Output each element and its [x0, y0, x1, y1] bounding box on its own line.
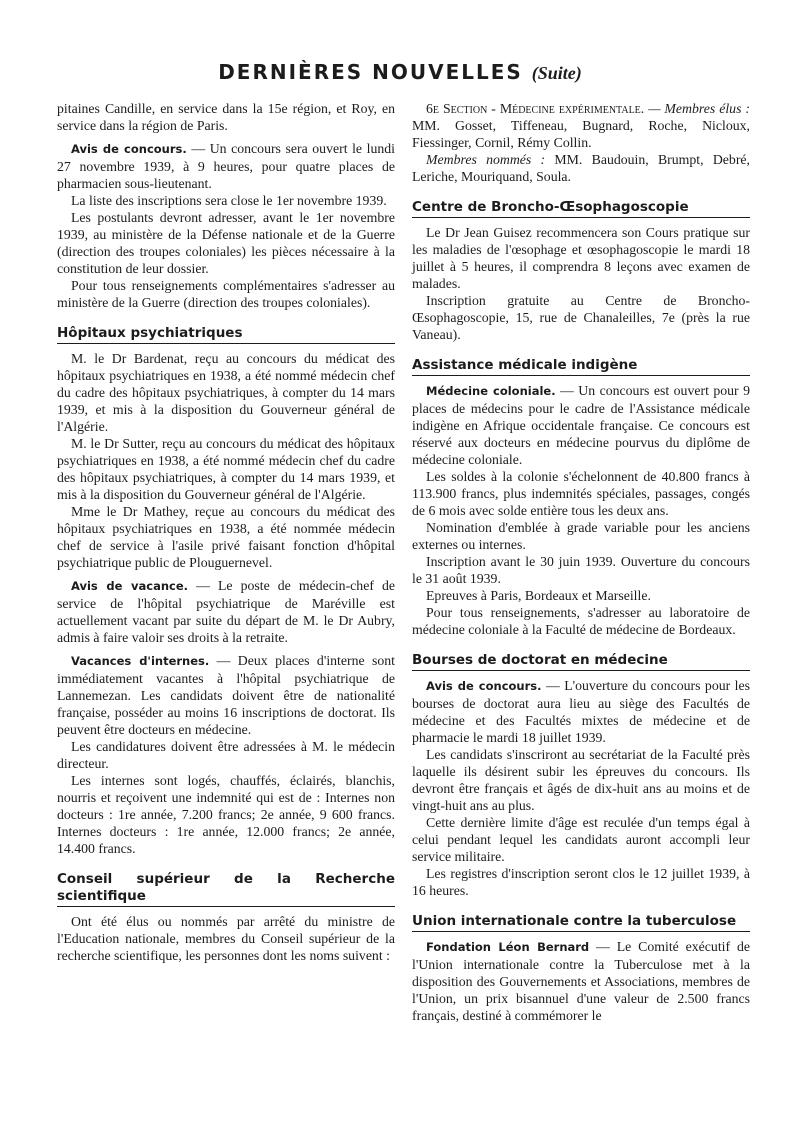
- paragraph-sutter: M. le Dr Sutter, reçu au concours du médicat des hôpitaux psychiatriques en 1938, a été nommé médecin chef du cadre des hôpitaux psychiatriques, à compter du 14 mars 1939, et mis à la disposition du Gouverneur général de l'Algérie.: [57, 436, 395, 502]
- right-column: [412, 100, 750, 1024]
- paragraph-guisez: Le Dr Jean Guisez recommencera son Cours pratique sur les maladies de l'œsophage et œsophagoscopie le mardi 18 juillet à 5 heures, il comprendra 8 leçons avec examen de malades.: [412, 225, 750, 291]
- section-title-broncho: Centre de Broncho-Œsophagoscopie: [412, 199, 750, 218]
- paragraph-nomination: Nomination d'emblée à grade variable pour les anciens externes ou internes.: [412, 520, 750, 552]
- medecine-coloniale-lead: Médecine coloniale.: [426, 384, 556, 398]
- header-title: DERNIÈRES NOUVELLES: [218, 60, 523, 84]
- paragraph-internes: Les internes sont logés, chauffés, éclairés, blanchis, nourris et reçoivent une indemnité qui est de : Internes non docteurs : 1re année, 7.200 francs; 2e année, 9 600 francs. Internes docteurs : 1re année, 12.000 francs; 2e année, 14.400 francs.: [57, 773, 395, 856]
- paragraph-secretariat: Les candidats s'inscriront au secrétariat de la Faculté près laquelle ils désirent subir les épreuves du concours. Ils devront être français et âgés de dix-huit ans au moins et de vingt-huit ans au plus.: [412, 747, 750, 813]
- paragraph-section6-nommes: Membres nommés : MM. Baudouin, Brumpt, Debré, Leriche, Mouriquand, Soula.: [412, 152, 750, 184]
- paragraph-fondation: Fondation Léon Bernard — Le Comité exécutif de l'Union internationale contre la Tuberculose met à la disposition des Gouvernements et Associations, membres de l'Union, un prix bisannuel d'une valeur de 2.500 francs français, destiné à commémorer le: [412, 939, 750, 1023]
- fondation-lead: Fondation Léon Bernard: [426, 940, 590, 954]
- paragraph-postulants: Les postulants devront adresser, avant le 1er novembre 1939, au ministère de la Défense nationale et de la Guerre (direction des troupes coloniales) les pièces nécessaire à la constitution de leur dossier.: [57, 210, 395, 276]
- section-title-assistance: Assistance médicale indigène: [412, 357, 750, 376]
- paragraph-inscription-avant: Inscription avant le 30 juin 1939. Ouverture du concours le 31 août 1939.: [412, 554, 750, 586]
- paragraph-continuation: pitaines Candille, en service dans la 15e région, et Roy, en service dans la région de Paris.: [57, 101, 395, 133]
- section-title-bourses: Bourses de doctorat en médecine: [412, 652, 750, 671]
- vacances-internes-lead: Vacances d'internes.: [71, 654, 210, 668]
- paragraph-medecine-coloniale: Médecine coloniale. — Un concours est ouvert pour 9 places de médecins pour le cadre de l'Assistance médicale indigène en Afrique occidentale française. Ce concours est réservé aux docteurs en médecine pourvus du diplôme de médecine coloniale.: [412, 383, 750, 467]
- paragraph-vacances-internes: Vacances d'internes. — Deux places d'interne sont immédiatement vacantes à l'hôpital psychiatrique de Lannemezan. Les candidats doivent être de nationalité française, posséder au moins 16 inscriptions de doctorat. Ils peuvent être docteurs en médecine.: [57, 653, 395, 737]
- paragraph-avis-concours: Avis de concours. — Un concours sera ouvert le lundi 27 novembre 1939, à 9 heures, pour quatre places de pharmacien sous-lieutenant.: [57, 141, 395, 191]
- paragraph-limite: Cette dernière limite d'âge est reculée d'un temps égal à celui pendant lequel les candidats auront accompli leur service militaire.: [412, 815, 750, 864]
- paragraph-avis-vacance: Avis de vacance. — Le poste de médecin-chef de service de l'hôpital psychiatrique de Maréville est actuellement vacant par suite du départ de M. le Dr Aubry, admis à faire valoir ses droits à la retraite.: [57, 578, 395, 645]
- avis-vacance-lead: Avis de vacance.: [71, 579, 189, 593]
- paragraph-registres: Les registres d'inscription seront clos le 12 juillet 1939, à 16 heures.: [412, 866, 750, 898]
- paragraph-bourses: Avis de concours. — L'ouverture du concours pour les bourses de doctorat aura lieu au siège des Facultés de médecine et des Facultés mixtes de médecine et de pharmacie le mardi 18 juillet 1939.: [412, 678, 750, 745]
- header-suite: (Suite): [531, 63, 582, 83]
- paragraph-soldes: Les soldes à la colonie s'échelonnent de 40.800 francs à 113.900 francs, plus indemnités spéciales, passages, congés de 6 mois avec solde entière tous les deux ans.: [412, 469, 750, 518]
- paragraph-renseignements: Pour tous renseignements complémentaires s'adresser au ministère de la Guerre (direction des troupes coloniales).: [57, 278, 395, 310]
- section-title-conseil: Conseil supérieur de la Recherche scientifique: [57, 871, 395, 907]
- paragraph-candidatures: Les candidatures doivent être adressées à M. le médecin directeur.: [57, 739, 395, 771]
- paragraph-epreuves: Epreuves à Paris, Bordeaux et Marseille.: [426, 588, 651, 603]
- paragraph-section6: 6e Section - Médecine expérimentale. — Membres élus : MM. Gosset, Tiffeneau, Bugnard, Roche, Nicloux, Fiessinger, Cornil, Rémy Collin.: [412, 101, 750, 150]
- page-header: [0, 60, 800, 84]
- paragraph-liste: La liste des inscriptions sera close le 1er novembre 1939.: [71, 193, 387, 208]
- avis-concours-lead: Avis de concours.: [71, 142, 187, 156]
- section-title-hopitaux: Hôpitaux psychiatriques: [57, 325, 395, 344]
- paragraph-conseil: Ont été élus ou nommés par arrêté du ministre de l'Education nationale, membres du Conseil supérieur de la recherche scientifique, les personnes dont les noms suivent :: [57, 914, 395, 963]
- bourses-lead: Avis de concours.: [426, 679, 542, 693]
- section6-title: 6e Section - Médecine expérimentale.: [426, 101, 645, 116]
- paragraph-bardenat: M. le Dr Bardenat, reçu au concours du médicat des hôpitaux psychiatriques en 1938, a été nommé médecin chef du cadre des hôpitaux psychiatriques, à compter du 14 mars 1939, et mis à la disposition du Gouverneur général de l'Algérie.: [57, 351, 395, 434]
- paragraph-mathey: Mme le Dr Mathey, reçue au concours du médicat des hôpitaux psychiatriques en 1938, a été nommée médecin chef de service à l'asile privé faisant fonction d'hôpital psychiatrique public de Plouguernevel.: [57, 504, 395, 570]
- section-title-union: Union internationale contre la tuberculose: [412, 913, 750, 932]
- left-column: [57, 100, 395, 964]
- paragraph-laboratoire: Pour tous renseignements, s'adresser au laboratoire de médecine coloniale à la Faculté de médecine de Bordeaux.: [412, 605, 750, 637]
- paragraph-inscription-broncho: Inscription gratuite au Centre de Broncho-Œsophagoscopie, 15, rue de Chanaleilles, 7e (près la rue Vaneau).: [412, 293, 750, 342]
